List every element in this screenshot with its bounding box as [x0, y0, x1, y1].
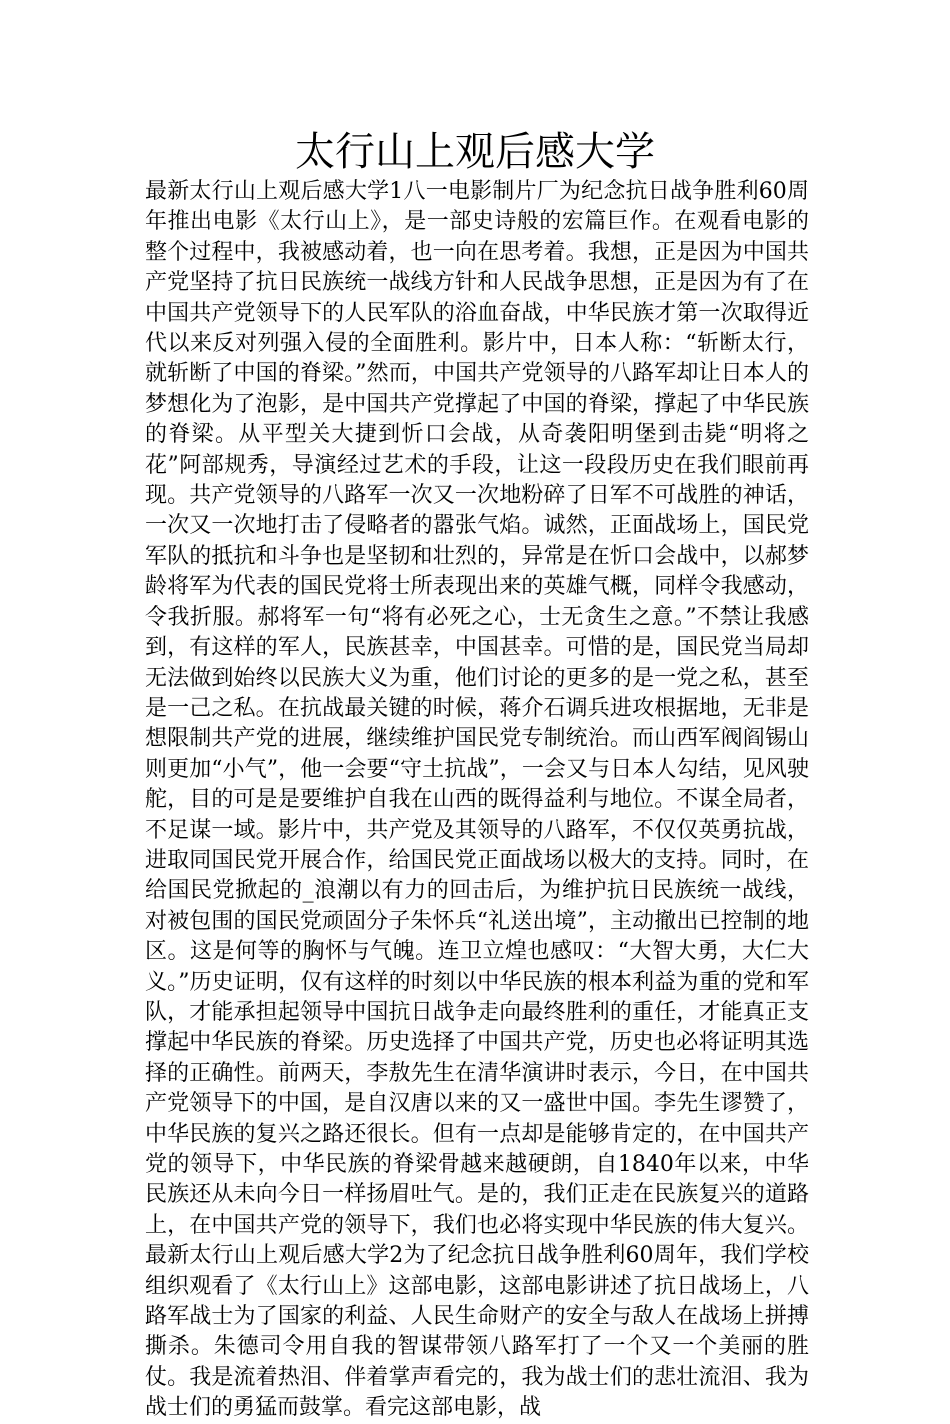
- document-body-text: 最新太行山上观后感大学1八一电影制片厂为纪念抗日战争胜利60周年推出电影《太行山上》，是一部史诗般的宏篇巨作。在观看电影的整个过程中，我被感动着，也一向在思考着。我想，正是因为中国共产党坚持了抗日民族统一战线方针和人民战争思想，正是因为有了在中国共产党领导下的人民军队的浴血奋战，中华民族才第一次取得近代以来反对列强入侵的全面胜利。影片中，日本人称：“斩断太行，就斩断了中国的脊梁。”然而，中国共产党领导的八路军却让日本人的梦想化为了泡影，是中国共产党撑起了中国的脊梁，撑起了中华民族的脊梁。从平型关大捷到忻口会战，从奇袭阳明堡到击毙“明将之花”阿部规秀，导演经过艺术的手段，让这一段段历史在我们眼前再现。共产党领导的八路军一次又一次地粉碎了日军不可战胜的神话，一次又一次地打击了侵略者的嚣张气焰。诚然，正面战场上，国民党军队的抵抗和斗争也是坚韧和壮烈的，异常是在忻口会战中，以郝梦龄将军为代表的国民党将士所表现出来的英雄气概，同样令我感动，令我折服。郝将军一句“将有必死之心，士无贪生之意。”不禁让我感到，有这样的军人，民族甚幸，中国甚幸。可惜的是，国民党当局却无法做到始终以民族大义为重，他们讨论的更多的是一党之私，甚至是一己之私。在抗战最关键的时候，蒋介石调兵进攻根据地，无非是想限制共产党的进展，继续维护国民党专制统治。而山西军阀阎锡山则更加“小气”，他一会要“守土抗战”，一会又与日本人勾结，见风驶舵，目的可是是要维护自我在山西的既得益利与地位。不谋全局者，不足谋一域。影片中，共产党及其领导的八路军，不仅仅英勇抗战，进取同国民党开展合作，给国民党正面战场以极大的支持。同时，在给国民党掀起的_浪潮以有力的回击后，为维护抗日民族统一战线，对被包围的国民党顽固分子朱怀兵“礼送出境”，主动撤出已控制的地区。这是何等的胸怀与气魄。连卫立煌也感叹：“大智大勇，大仁大义。”历史证明，仅有这样的时刻以中华民族的根本利益为重的党和军队，才能承担起领导中国抗日战争走向最终胜利的重任，才能真正支撑起中华民族的脊梁。历史选择了中国共产党，历史也必将证明其选择的正确性。前两天，李敖先生在清华演讲时表示，今日，在中国共产党领导下的中国，是自汉唐以来的又一盛世中国。李先生谬赞了，中华民族的复兴之路还很长。但有一点却是能够肯定的，在中国共产党的领导下，中华民族的脊梁骨越来越硬朗，自1840年以来，中华民族还从未向今日一样扬眉吐气。是的，我们正走在民族复兴的道路上，在中国共产党的领导下，我们也必将实现中华民族的伟大复兴。最新太行山上观后感大学2为了纪念抗日战争胜利60周年，我们学校组织观看了《太行山上》这部电影，这部电影讲述了抗日战场上，八路军战士为了国家的利益、人民生命财产的安全与敌人在战场上拼搏撕杀。朱德司令用自我的智谋带领八路军打了一个又一个美丽的胜仗。我是流着热泪、伴着掌声看完的，我为战士们的悲壮流泪、我为战士们的勇猛而鼓掌。看完这部电影，战: [145, 179, 809, 1421]
- document-title: 太行山上观后感大学: [295, 129, 655, 175]
